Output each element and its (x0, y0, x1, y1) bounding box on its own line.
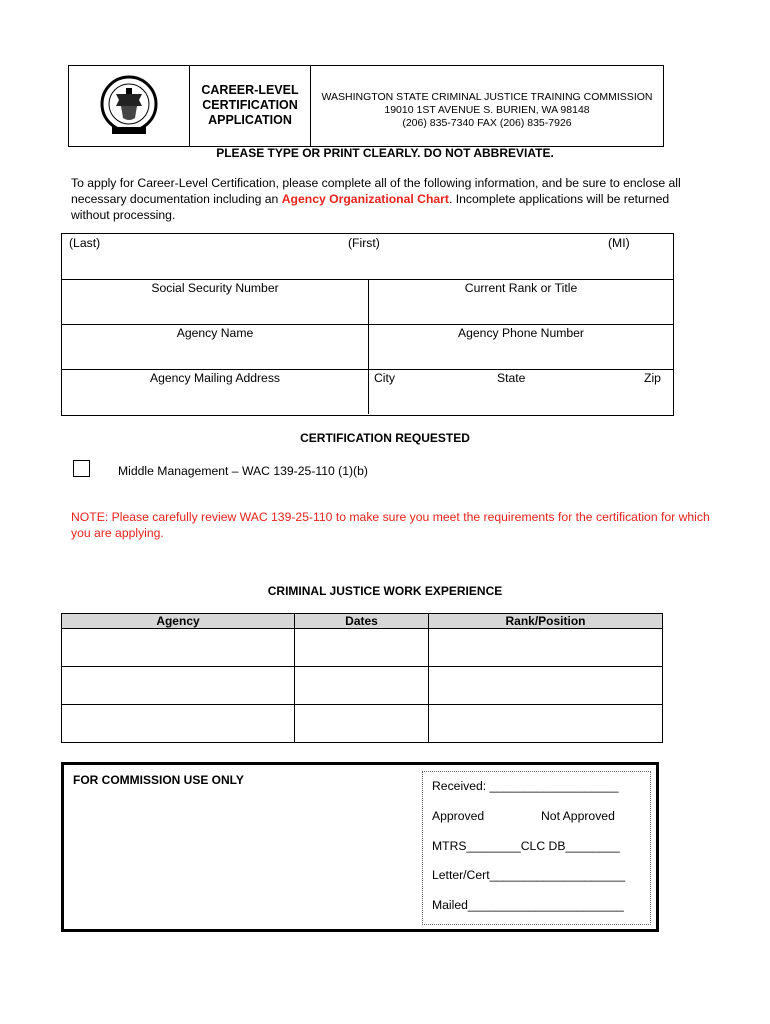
middle-management-label: Middle Management – WAC 139-25-110 (1)(b) (118, 464, 368, 478)
agency-cell[interactable] (62, 667, 295, 705)
note-text: : Please carefully review WAC 139-25-110 to make sure you meet the requirements for the certification for which you are applying. (71, 510, 710, 540)
form-title (190, 66, 311, 146)
mtrs-clc-line: MTRS________CLC DB________ (432, 839, 620, 853)
note (71, 509, 711, 541)
rank-position-cell[interactable] (429, 705, 663, 743)
middle-management-checkbox[interactable] (73, 460, 90, 477)
agency-cell[interactable] (62, 705, 295, 743)
dates-cell[interactable] (295, 705, 429, 743)
commission-phone: (206) 835-7340 FAX (206) 835-7926 (402, 117, 572, 129)
letter-cert-line: Letter/Cert____________________ (432, 868, 626, 882)
mailed-line: Mailed_______________________ (432, 898, 624, 912)
commission-name: WASHINGTON STATE CRIMINAL JUSTICE TRAINING COMMISSION (321, 91, 653, 103)
agency-name-label: Agency Name (176, 326, 254, 340)
agency-cell[interactable] (62, 629, 295, 667)
rank-position-column-header: Rank/Position (429, 614, 663, 629)
rank-label: Current Rank or Title (464, 281, 578, 295)
instructions-text: To apply for Career-Level Certification, please complete all of the following information, and be sure to enclose all necessary documentation including an (71, 176, 681, 206)
ssn-field[interactable] (62, 279, 368, 324)
agency-row (62, 324, 673, 370)
city-label: City (374, 371, 395, 385)
table-row (62, 667, 662, 705)
last-name-label: (Last) (69, 236, 101, 250)
rank-position-cell[interactable] (429, 629, 663, 667)
zip-label: Zip (644, 371, 661, 385)
middle-initial-label: (MI) (608, 236, 630, 250)
dates-cell[interactable] (295, 629, 429, 667)
state-label: State (497, 371, 526, 385)
agency-phone-label: Agency Phone Number (457, 326, 584, 340)
instructions (71, 175, 701, 223)
mailing-address-label: Agency Mailing Address (149, 371, 281, 385)
ssn-label: Social Security Number (151, 281, 279, 295)
print-clearly-notice: PLEASE TYPE OR PRINT CLEARLY. DO NOT ABBREVIATE. (216, 146, 554, 160)
commission-seal-icon (69, 66, 189, 146)
mailing-address-field[interactable] (62, 369, 368, 414)
form-header (68, 65, 664, 147)
not-approved-label: Not Approved (541, 809, 615, 823)
commission-address (311, 66, 663, 146)
certification-heading: CERTIFICATION REQUESTED (300, 431, 470, 445)
org-chart-highlight: Agency Organizational Chart (281, 192, 449, 206)
agency-name-field[interactable] (62, 324, 368, 369)
dates-cell[interactable] (295, 667, 429, 705)
address-row (62, 369, 673, 414)
title-line: APPLICATION (208, 113, 292, 127)
applicant-info-grid (61, 233, 674, 416)
first-name-label: (First) (348, 236, 380, 250)
processing-panel (422, 771, 651, 925)
agency-phone-field[interactable] (369, 324, 673, 369)
work-experience-heading: CRIMINAL JUSTICE WORK EXPERIENCE (267, 584, 503, 598)
dates-column-header: Dates (295, 614, 429, 629)
commission-street: 19010 1ST AVENUE S. BURIEN, WA 98148 (384, 104, 590, 116)
rank-field[interactable] (369, 279, 673, 324)
work-experience-table (61, 613, 663, 743)
table-row (62, 705, 662, 743)
logo-cell (69, 66, 190, 146)
commission-use-heading: FOR COMMISSION USE ONLY (73, 773, 244, 787)
note-label: NOTE (71, 510, 105, 524)
approved-label: Approved (432, 809, 485, 823)
instructions-text-end: . Incomplete applications will be returned without processing. (71, 192, 670, 222)
city-state-zip-field[interactable] (369, 369, 673, 414)
rank-position-cell[interactable] (429, 667, 663, 705)
title-line: CAREER-LEVEL (201, 83, 299, 97)
ssn-rank-row (62, 279, 673, 325)
table-row (62, 629, 662, 667)
name-row[interactable] (62, 234, 673, 280)
title-line: CERTIFICATION (202, 98, 298, 112)
agency-column-header: Agency (62, 614, 295, 629)
table-header-row (62, 614, 662, 629)
received-line: Received: ___________________ (432, 779, 619, 793)
commission-use-box (61, 762, 659, 932)
